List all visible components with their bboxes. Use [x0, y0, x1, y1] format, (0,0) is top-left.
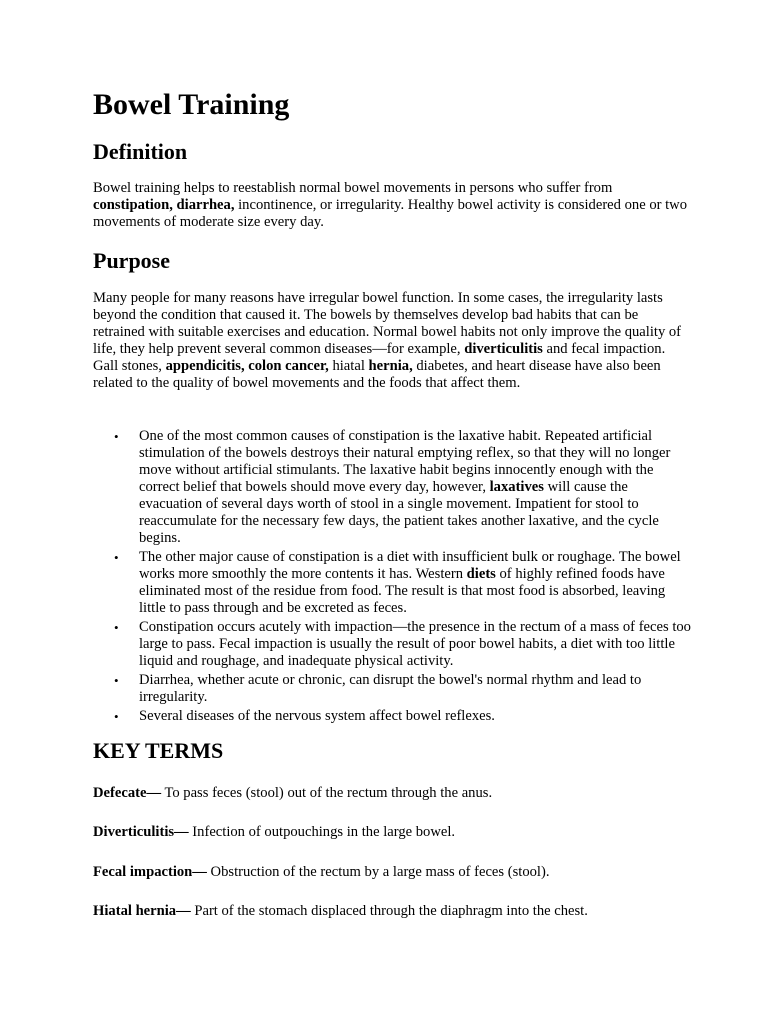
term-definition: Part of the stomach displaced through the diaphragm into the chest.: [190, 903, 588, 919]
bullet-2-text-a: The other major cause of constipation is a diet with insufficient bulk or roughage. The bowel works more smoothly the more contents it has. Western: [139, 549, 681, 582]
purpose-text-4: diabetes, and heart disease have also been related to the quality of bowel movements and the foods that affect them.: [93, 358, 661, 391]
bullet-1-text-b: will cause the evacuation of several days worth of stool in a single movement. Impatient for stool to reaccumulate for the necessary few days, the patient takes another laxative, and the cycle begins.: [139, 479, 659, 546]
list-item: [93, 619, 693, 670]
purpose-text-3: hiatal: [328, 358, 369, 374]
definition-text-1: Bowel training helps to reestablish normal bowel movements in persons who suffer from: [93, 180, 613, 196]
term-name: Fecal impaction—: [93, 864, 207, 880]
list-item: [93, 672, 693, 706]
bullet-2-text-b: of highly refined foods have eliminated most of the residue from food. The result is that most food is absorbed, leaving little to pass through and be excreted as feces.: [139, 566, 666, 616]
purpose-bold-3: hernia,: [368, 358, 413, 374]
bullet-1-bold: laxatives: [489, 479, 544, 495]
definition-paragraph: [93, 180, 693, 231]
purpose-bold-1: diverticulitis: [464, 341, 543, 357]
definition-text-2: incontinence, or irregularity. Healthy bowel activity is considered one or two movements of moderate size every day.: [93, 197, 688, 230]
purpose-bold-2: appendicitis, colon cancer,: [165, 358, 329, 374]
key-term-diverticulitis: [93, 824, 455, 841]
key-term-defecate: [93, 785, 492, 802]
definition-bold-1: constipation, diarrhea,: [93, 197, 235, 213]
bullet-1-text-a: One of the most common causes of constipation is the laxative habit. Repeated artificial stimulation of the bowels destroys their natural emptying reflex, so that they will no longer move without artificial stimulants. The laxative habit begins innocently enough with the correct belief that bowels should move every day, however,: [139, 428, 671, 495]
term-definition: Infection of outpouchings in the large bowel.: [188, 824, 456, 840]
term-name: Hiatal hernia—: [93, 903, 191, 919]
purpose-text-1: Many people for many reasons have irregular bowel function. In some cases, the irregularity lasts beyond the condition that caused it. The bowels by themselves develop bad habits that can be retrained with suitable exercises and education. Normal bowel habits not only improve the quality of life, they help prevent several common diseases—for example,: [93, 290, 682, 357]
definition-heading: Definition: [93, 139, 188, 164]
list-item: [93, 428, 693, 547]
key-terms-heading: KEY TERMS: [93, 738, 224, 763]
bullet-5-text: Several diseases of the nervous system affect bowel reflexes.: [139, 708, 495, 724]
purpose-text-2: and fecal impaction. Gall stones,: [93, 341, 666, 374]
page-title: Bowel Training: [93, 88, 290, 121]
bullet-4-text: Diarrhea, whether acute or chronic, can disrupt the bowel's normal rhythm and lead to irregularity.: [139, 672, 642, 705]
key-term-hiatal-hernia: [93, 903, 588, 920]
term-name: Diverticulitis—: [93, 824, 189, 840]
key-term-fecal-impaction: [93, 864, 550, 881]
purpose-paragraph: [93, 290, 693, 392]
purpose-heading: Purpose: [93, 248, 170, 273]
list-item: [93, 708, 693, 725]
list-item: [93, 549, 693, 617]
bullet-3-text: Constipation occurs acutely with impaction—the presence in the rectum of a mass of feces too large to pass. Fecal impaction is usually the result of poor bowel habits, a diet with too little liquid and roughage, and inadequate physical activity.: [139, 619, 691, 669]
term-name: Defecate—: [93, 785, 162, 801]
bullet-2-bold: diets: [466, 566, 496, 582]
term-definition: To pass feces (stool) out of the rectum through the anus.: [161, 785, 493, 801]
causes-list: [93, 428, 693, 727]
term-definition: Obstruction of the rectum by a large mass of feces (stool).: [206, 864, 550, 880]
